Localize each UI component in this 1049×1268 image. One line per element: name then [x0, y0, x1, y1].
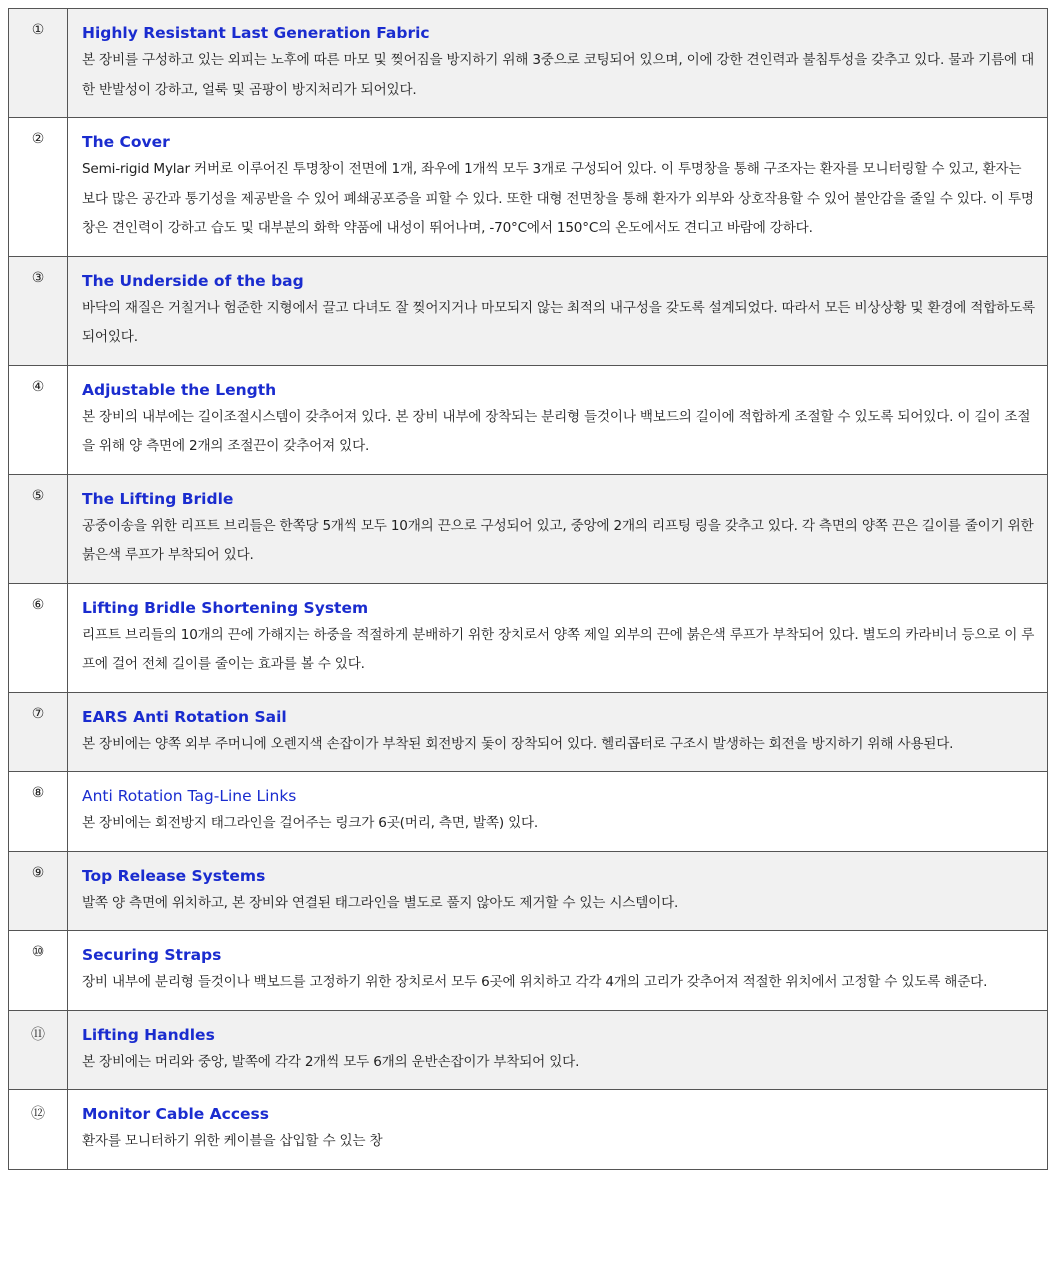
table-row: [9, 1090, 1048, 1170]
item-cell: [68, 1090, 1048, 1170]
item-number: ⑪: [9, 1010, 68, 1090]
item-description: 본 장비를 구성하고 있는 외피는 노후에 따른 마모 및 찢어짐을 방지하기 위해 3중으로 코팅되어 있으며, 이에 강한 견인력과 불침투성을 갖추고 있다. 물과 기름에 대한 반발성이 강하고, 얼룩 및 곰팡이 방지처리가 되어있다.: [82, 52, 1035, 98]
item-cell: [68, 9, 1048, 118]
item-number: ⑫: [9, 1090, 68, 1170]
item-description: Semi-rigid Mylar 커버로 이루어진 투명창이 전면에 1개, 좌우에 1개씩 모두 3개로 구성되어 있다. 이 투명창을 통해 구조자는 환자를 모니터링할 수 있고, 환자는 보다 많은 공간과 통기성을 제공받을 수 있어 폐쇄공포증을 피할 수 있다. 또한 대형 전면창을 통해 환자가 외부와 상호작용할 수 있어 불안감을 줄일 수 있다. 이 투명창은 견인력이 강하고 습도 및 대부분의 화학 약품에 내성이 뛰어나며, -70°C에서 150°C의 온도에서도 견디고 바람에 강하다.: [82, 161, 1034, 236]
item-number: ⑦: [9, 692, 68, 772]
table-row: [9, 118, 1048, 257]
item-number: ①: [9, 9, 68, 118]
item-cell: [68, 118, 1048, 257]
item-number: ②: [9, 118, 68, 257]
features-table: [8, 8, 1048, 1170]
item-description: 바닥의 재질은 거칠거나 험준한 지형에서 끌고 다녀도 잘 찢어지거나 마모되지 않는 최적의 내구성을 갖도록 설계되었다. 따라서 모든 비상상황 및 환경에 적합하도록 되어있다.: [82, 299, 1035, 345]
item-cell: [68, 772, 1048, 852]
item-title: Anti Rotation Tag-Line Links: [82, 787, 297, 805]
item-title: Monitor Cable Access: [82, 1105, 270, 1123]
item-cell: [68, 692, 1048, 772]
item-title: The Cover: [82, 133, 170, 151]
table-row: [9, 474, 1048, 583]
item-description: 공중이송을 위한 리프트 브리들은 한쪽당 5개씩 모두 10개의 끈으로 구성되어 있고, 중앙에 2개의 리프팅 링을 갖추고 있다. 각 측면의 양쪽 끈은 길이를 줄이기 위한 붉은색 루프가 부착되어 있다.: [82, 517, 1034, 563]
table-row: [9, 1010, 1048, 1090]
item-number: ⑧: [9, 772, 68, 852]
item-cell: [68, 851, 1048, 931]
table-row: [9, 931, 1048, 1011]
item-cell: [68, 931, 1048, 1011]
item-number: ⑩: [9, 931, 68, 1011]
table-row: [9, 365, 1048, 474]
item-cell: [68, 474, 1048, 583]
item-number: ⑨: [9, 851, 68, 931]
table-row: [9, 692, 1048, 772]
item-cell: [68, 365, 1048, 474]
item-number: ③: [9, 256, 68, 365]
item-title: Highly Resistant Last Generation Fabric: [82, 24, 430, 42]
table-row: [9, 583, 1048, 692]
item-description: 발쪽 양 측면에 위치하고, 본 장비와 연결된 태그라인을 별도로 풀지 않아도 제거할 수 있는 시스템이다.: [82, 894, 679, 911]
item-number: ⑤: [9, 474, 68, 583]
item-title: Lifting Bridle Shortening System: [82, 598, 369, 617]
item-title: Lifting Handles: [82, 1025, 215, 1044]
item-title: Adjustable the Length: [82, 380, 277, 399]
item-description: 리프트 브리들의 10개의 끈에 가해지는 하중을 적절하게 분배하기 위한 장치로서 양쪽 제일 외부의 끈에 붉은색 루프가 부착되어 있다. 별도의 카라비너 등으로 이 루프에 걸어 전체 길이를 줄이는 효과를 볼 수 있다.: [82, 626, 1035, 672]
item-title: The Lifting Bridle: [82, 489, 234, 508]
table-row: [9, 256, 1048, 365]
item-title: EARS Anti Rotation Sail: [82, 707, 287, 726]
table-row: [9, 772, 1048, 852]
item-description: 본 장비에는 머리와 중앙, 발쪽에 각각 2개씩 모두 6개의 운반손잡이가 부착되어 있다.: [82, 1053, 580, 1070]
table-row: [9, 851, 1048, 931]
item-cell: [68, 256, 1048, 365]
item-cell: [68, 583, 1048, 692]
table-row: [9, 9, 1048, 118]
item-number: ④: [9, 365, 68, 474]
item-description: 본 장비에는 양쪽 외부 주머니에 오렌지색 손잡이가 부착된 회전방지 돛이 장착되어 있다. 헬리콥터로 구조시 발생하는 회전을 방지하기 위해 사용된다.: [82, 735, 954, 752]
item-description: 환자를 모니터하기 위한 케이블을 삽입할 수 있는 창: [82, 1133, 383, 1149]
item-description: 장비 내부에 분리형 들것이나 백보드를 고정하기 위한 장치로서 모두 6곳에 위치하고 각각 4개의 고리가 갖추어져 적절한 위치에서 고정할 수 있도록 해준다.: [82, 974, 988, 990]
item-description: 본 장비에는 회전방지 태그라인을 걸어주는 링크가 6곳(머리, 측면, 발쪽) 있다.: [82, 815, 539, 831]
item-title: Securing Straps: [82, 946, 222, 964]
item-cell: [68, 1010, 1048, 1090]
item-title: Top Release Systems: [82, 866, 266, 885]
item-title: The Underside of the bag: [82, 271, 304, 290]
item-description: 본 장비의 내부에는 길이조절시스템이 갖추어져 있다. 본 장비 내부에 장착되는 분리형 들것이나 백보드의 길이에 적합하게 조절할 수 있도록 되어있다. 이 길이 조절을 위해 양 측면에 2개의 조절끈이 갖추어져 있다.: [82, 408, 1031, 454]
item-number: ⑥: [9, 583, 68, 692]
